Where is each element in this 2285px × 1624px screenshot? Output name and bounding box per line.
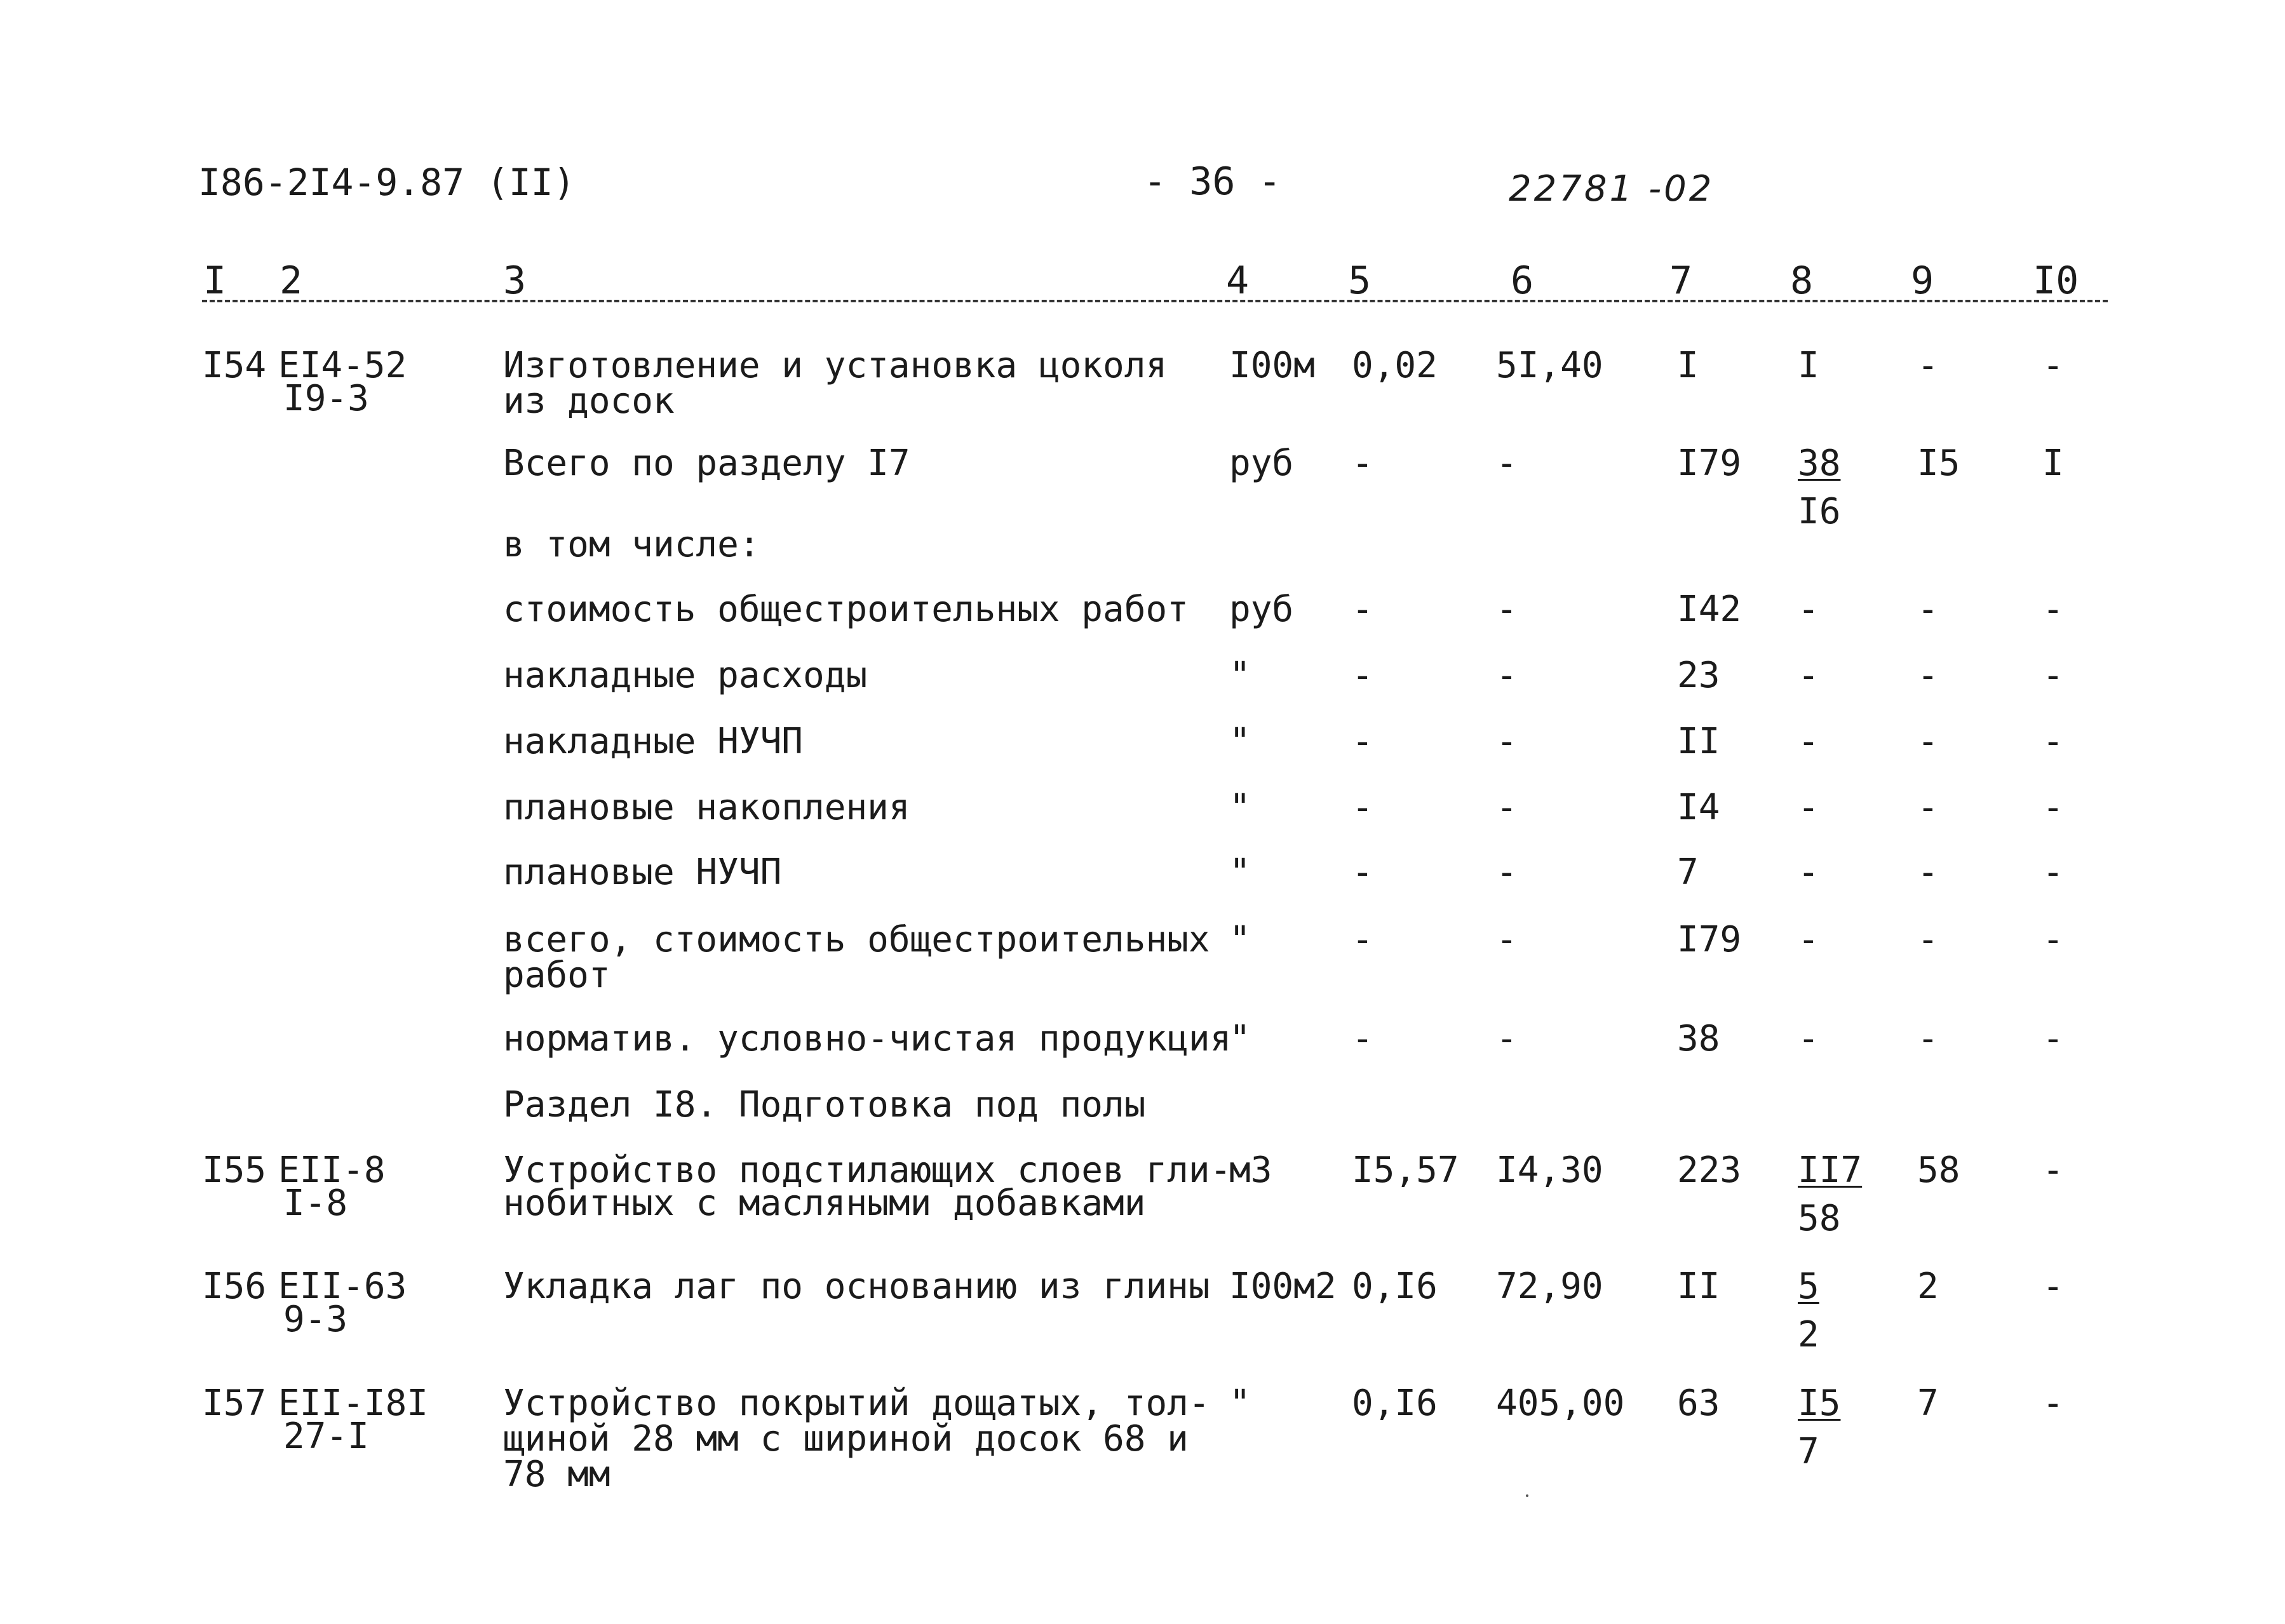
description-line: стоимость общестроительных работ: [503, 589, 1189, 630]
cell-col-8: -: [1798, 852, 1819, 893]
cell-col-5: 0,I6: [1352, 1383, 1438, 1424]
column-number-2: 2: [280, 258, 303, 303]
cell-col-8: 5: [1798, 1266, 1819, 1307]
norm-subcode: I9-3: [283, 378, 369, 419]
cell-col-7: I4: [1677, 787, 1720, 828]
description-line: Устройство подстилающих слоев гли-: [503, 1150, 1232, 1191]
cell-col-8: I: [1798, 345, 1819, 386]
cell-col-8: -: [1798, 721, 1819, 762]
description-line: 78 мм: [503, 1454, 610, 1495]
unit: ": [1229, 655, 1251, 696]
column-number-1: I: [203, 258, 227, 303]
cell-col-5: 0,I6: [1352, 1266, 1438, 1307]
norm-subcode: 9-3: [283, 1299, 348, 1340]
unit: ": [1229, 919, 1251, 960]
unit: ": [1229, 1018, 1251, 1059]
description-line: в том числе:: [503, 524, 760, 565]
unit: ": [1229, 721, 1251, 762]
cell-col-7: 223: [1677, 1150, 1742, 1191]
cell-col-9: I5: [1917, 443, 1960, 484]
column-header-rule: [202, 300, 2108, 302]
norm-subcode: 27-I: [283, 1416, 369, 1457]
description-line: из досок: [503, 380, 675, 422]
description-line: Всего по разделу I7: [503, 443, 910, 484]
cell-col-8: -: [1798, 655, 1819, 696]
cell-col-7: 38: [1677, 1018, 1720, 1059]
cell-col-7: I42: [1677, 589, 1742, 630]
norm-code: EII-63: [278, 1266, 407, 1307]
document-code: I86-2I4-9.87 (II): [198, 161, 576, 204]
cell-col-8-sub: I6: [1798, 491, 1841, 532]
cell-col-10: -: [2042, 1150, 2064, 1191]
description-line: работ: [503, 955, 610, 996]
column-number-8: 8: [1790, 258, 1814, 303]
cell-col-10: I: [2042, 443, 2064, 484]
row-number: I57: [202, 1383, 267, 1424]
description-line: нобитных с масляными добавками: [503, 1183, 1146, 1224]
cell-col-8-sub: 7: [1798, 1431, 1819, 1472]
cell-col-8-sub: 58: [1798, 1198, 1841, 1239]
cell-col-5: -: [1352, 852, 1373, 893]
description-line: Раздел I8. Подготовка под полы: [503, 1084, 1146, 1125]
column-number-7: 7: [1669, 258, 1693, 303]
cell-col-7: I: [1677, 345, 1699, 386]
cell-col-8: -: [1798, 919, 1819, 960]
unit: ": [1229, 1383, 1251, 1424]
cell-col-10: -: [2042, 1018, 2064, 1059]
cell-col-5: -: [1352, 787, 1373, 828]
cell-col-6: -: [1496, 852, 1518, 893]
cell-col-9: -: [1917, 919, 1939, 960]
cell-col-7: 23: [1677, 655, 1720, 696]
cell-col-9: -: [1917, 852, 1939, 893]
cell-col-10: -: [2042, 919, 2064, 960]
cell-col-9: 2: [1917, 1266, 1939, 1307]
cell-col-6: -: [1496, 443, 1518, 484]
unit: руб: [1229, 589, 1294, 630]
description-line: Изготовление и установка цоколя: [503, 345, 1168, 386]
norm-subcode: I-8: [283, 1183, 348, 1224]
unit: ": [1229, 787, 1251, 828]
cell-col-6: -: [1496, 919, 1518, 960]
cell-col-6: -: [1496, 787, 1518, 828]
description-line: всего, стоимость общестроительных: [503, 919, 1210, 960]
cell-col-9: -: [1917, 589, 1939, 630]
speck: [1526, 1494, 1528, 1497]
cell-col-8: I5: [1798, 1383, 1841, 1424]
description-line: плановые накопления: [503, 787, 910, 828]
unit: I00м: [1229, 345, 1315, 386]
cell-col-5: -: [1352, 1018, 1373, 1059]
handwritten-code: 22781 -02: [1509, 168, 1715, 210]
cell-col-8: 38: [1798, 443, 1841, 484]
description-line: плановые НУЧП: [503, 852, 782, 893]
cell-col-5: -: [1352, 655, 1373, 696]
unit: руб: [1229, 443, 1294, 484]
cell-col-9: -: [1917, 787, 1939, 828]
description-line: щиной 28 мм с шириной досок 68 и: [503, 1418, 1189, 1460]
description-line: норматив. условно-чистая продукция: [503, 1018, 1232, 1059]
cell-col-6: -: [1496, 1018, 1518, 1059]
cell-col-10: -: [2042, 787, 2064, 828]
norm-code: EII-I8I: [278, 1383, 429, 1424]
description-line: накладные расходы: [503, 655, 868, 696]
column-number-9: 9: [1911, 258, 1934, 303]
cell-col-10: -: [2042, 1266, 2064, 1307]
description-line: Укладка лаг по основанию из глины: [503, 1266, 1210, 1307]
cell-col-10: -: [2042, 852, 2064, 893]
cell-col-8-sub: 2: [1798, 1314, 1819, 1355]
cell-col-6: 72,90: [1496, 1266, 1603, 1307]
cell-col-7: II: [1677, 721, 1720, 762]
cell-col-7: 7: [1677, 852, 1699, 893]
cell-col-5: -: [1352, 589, 1373, 630]
cell-col-8: -: [1798, 787, 1819, 828]
cell-col-8: II7: [1798, 1150, 1863, 1191]
cell-col-7: I79: [1677, 443, 1742, 484]
column-number-6: 6: [1511, 258, 1534, 303]
cell-col-6: 5I,40: [1496, 345, 1603, 386]
cell-col-9: -: [1917, 721, 1939, 762]
cell-col-5: -: [1352, 919, 1373, 960]
cell-col-9: 7: [1917, 1383, 1939, 1424]
cell-col-5: -: [1352, 443, 1373, 484]
cell-col-10: -: [2042, 721, 2064, 762]
cell-col-8: -: [1798, 1018, 1819, 1059]
norm-code: EI4-52: [278, 345, 407, 386]
page-number: - 36 -: [1143, 159, 1281, 204]
column-number-5: 5: [1348, 258, 1372, 303]
unit: I00м2: [1229, 1266, 1337, 1307]
row-number: I56: [202, 1266, 267, 1307]
unit: м3: [1229, 1150, 1272, 1191]
cell-col-8: -: [1798, 589, 1819, 630]
cell-col-6: -: [1496, 655, 1518, 696]
cell-col-9: -: [1917, 1018, 1939, 1059]
cell-col-5: -: [1352, 721, 1373, 762]
norm-code: EII-8: [278, 1150, 386, 1191]
description-line: Устройство покрытий дощатых, тол-: [503, 1383, 1210, 1424]
cell-col-9: -: [1917, 655, 1939, 696]
cell-col-5: I5,57: [1352, 1150, 1459, 1191]
description-line: накладные НУЧП: [503, 721, 804, 762]
column-number-3: 3: [503, 258, 527, 303]
cell-col-9: 58: [1917, 1150, 1960, 1191]
cell-col-10: -: [2042, 345, 2064, 386]
row-number: I55: [202, 1150, 267, 1191]
cell-col-9: -: [1917, 345, 1939, 386]
cell-col-7: I79: [1677, 919, 1742, 960]
cell-col-5: 0,02: [1352, 345, 1438, 386]
cell-col-7: II: [1677, 1266, 1720, 1307]
cell-col-6: 405,00: [1496, 1383, 1625, 1424]
cell-col-6: I4,30: [1496, 1150, 1603, 1191]
cell-col-10: -: [2042, 1383, 2064, 1424]
cell-col-10: -: [2042, 589, 2064, 630]
column-number-4: 4: [1226, 258, 1250, 303]
column-number-10: I0: [2033, 258, 2079, 303]
cell-col-7: 63: [1677, 1383, 1720, 1424]
row-number: I54: [202, 345, 267, 386]
cell-col-10: -: [2042, 655, 2064, 696]
unit: ": [1229, 852, 1251, 893]
cell-col-6: -: [1496, 589, 1518, 630]
cell-col-6: -: [1496, 721, 1518, 762]
